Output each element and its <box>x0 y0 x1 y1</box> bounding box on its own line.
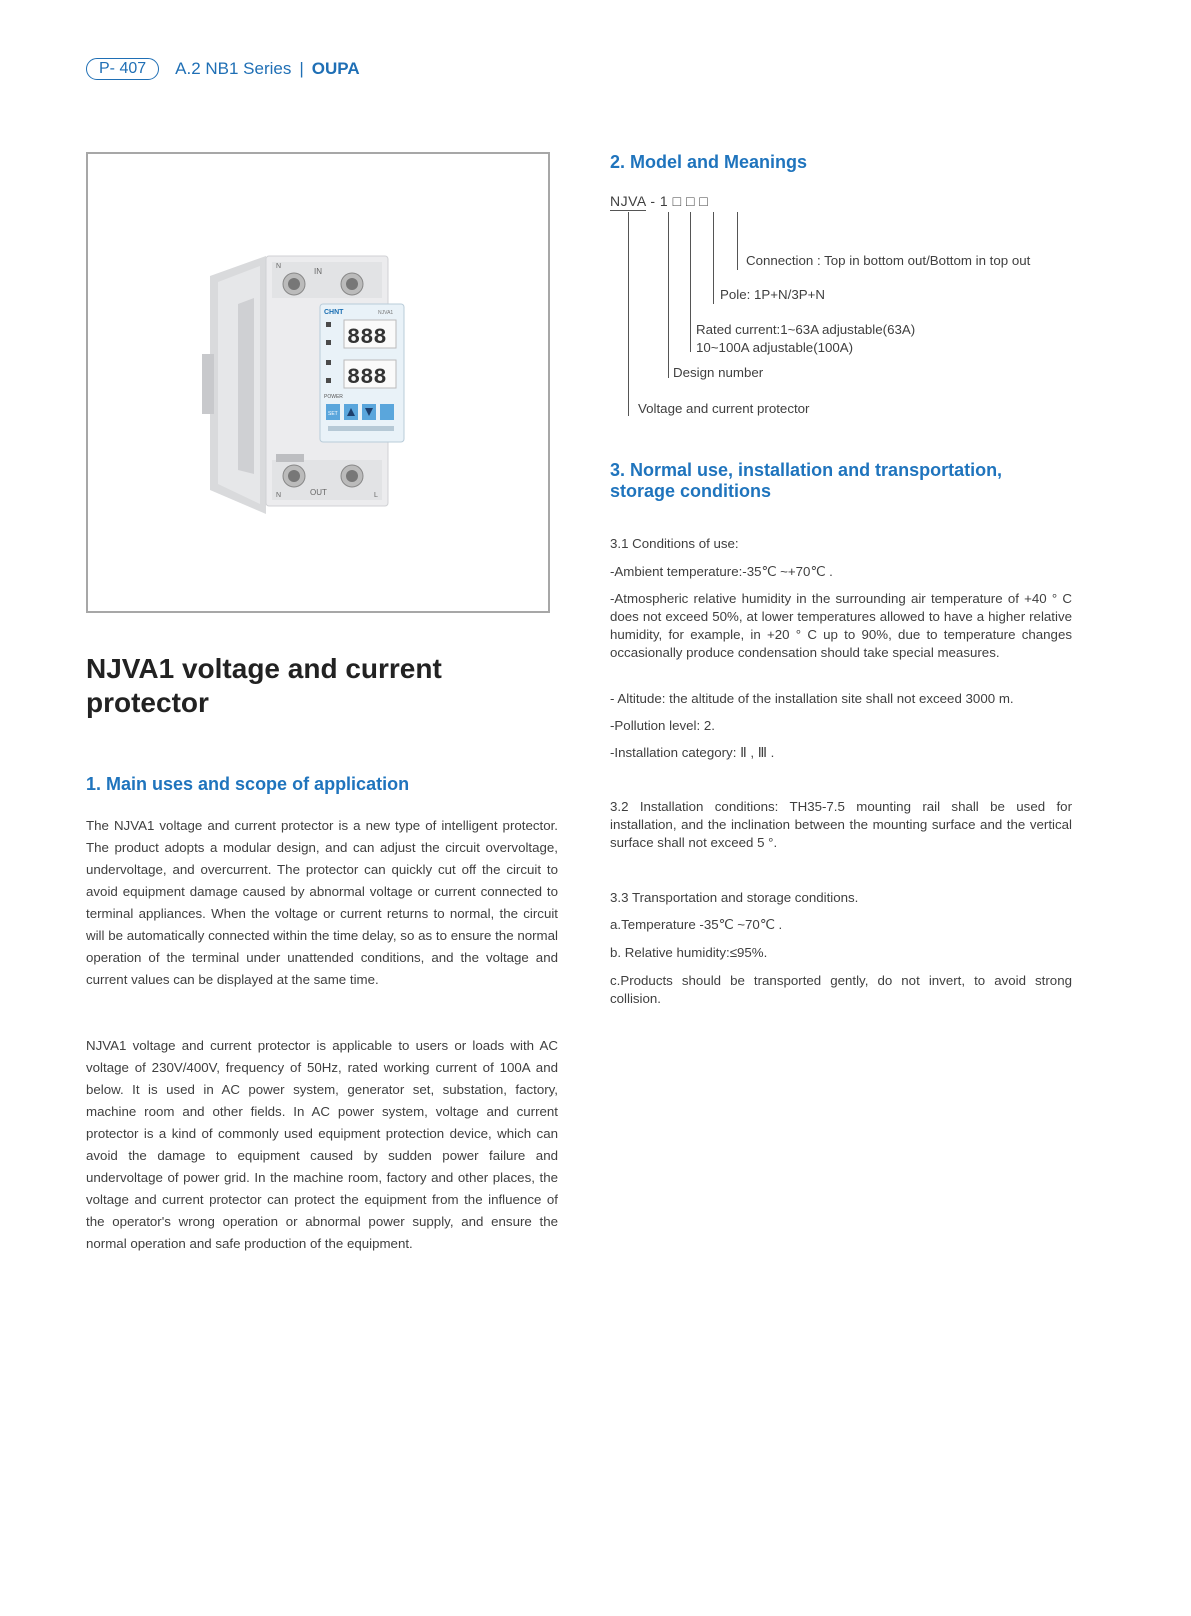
model-item-pole: Pole: 1P+N/3P+N <box>720 287 825 302</box>
condition-installation-category: -Installation category: Ⅱ , Ⅲ . <box>610 745 775 760</box>
section3-heading: 3. Normal use, installation and transportation, storage conditions <box>610 460 1003 501</box>
product-title: NJVA1 voltage and current protector <box>86 653 442 718</box>
installation-conditions: 3.2 Installation conditions: TH35-7.5 mounting rail shall be used for installation, and the inclination between the mounting surface and the vertical surface shall not exceed 5 °. <box>610 799 1072 850</box>
section1-paragraph-1: The NJVA1 voltage and current protector is a new type of intelligent protector. The product adopts a modular design, and can adjust the circuit overvoltage, undervoltage, and overcurrent. The protector can quickly cut off the circuit to avoid equipment damage caused by abnormal voltage or current connected to terminal appliances. When the voltage or current returns to normal, the circuit will be automatically connected within the time delay, so as to ensure the normal operation of the terminal under unattended conditions, and the voltage and current values can be displayed at the same time. <box>86 818 558 987</box>
n-label-bottom: N <box>276 492 282 499</box>
in-label: IN <box>314 267 322 276</box>
model-item-connection: Connection : Top in bottom out/Bottom in top out <box>746 253 1031 268</box>
display-bottom: 888 <box>347 365 387 390</box>
condition-pollution: -Pollution level: 2. <box>610 718 715 733</box>
model-item-rated-current-2: 10~100A adjustable(100A) <box>696 340 854 355</box>
section1-paragraph-2: NJVA1 voltage and current protector is applicable to users or loads with AC voltage of 230V/400V, frequency of 50Hz, rated working current of 100A and below. It is used in AC power system, generator set, substation, factory, machine room and other fields. In AC power system, voltage and current protector is a kind of commonly used equipment protection device, which can avoid the damage to equipment caused by sudden power failure and undervoltage of power grid. In the machine room, factory and other places, the voltage and current protector can protect the equipment from the influence of the operator's wrong operation or abnormal power supply, and ensure the normal operation and safe production of the equipment. <box>86 1038 558 1251</box>
model-item-rated-current: Rated current:1~63A adjustable(63A) <box>696 322 916 337</box>
product-photo <box>86 152 550 613</box>
page-header <box>86 58 360 80</box>
condition-humidity: -Atmospheric relative humidity in the surrounding air temperature of +40 ° C does not exceed 50%, at lower temperatures allowed to have a higher relative humidity, for example, in +20 ° C up to 90%, due to temperature changes occasionally produce condensation should take special measures. <box>610 591 1072 660</box>
series-label: A.2 NB1 Series <box>175 59 292 78</box>
l-label: L <box>374 492 378 499</box>
n-label-top: N <box>276 263 282 270</box>
transport-humidity: b. Relative humidity:≤95%. <box>610 945 768 960</box>
transport-handling: c.Products should be transported gently, do not invert, to avoid strong collision. <box>610 973 1072 1006</box>
brand-label: OUPA <box>311 59 360 78</box>
transport-temperature: a.Temperature -35℃ ~70℃ . <box>610 917 783 932</box>
section1-heading: 1. Main uses and scope of application <box>86 774 410 794</box>
condition-ambient-temperature: -Ambient temperature:-35℃ ~+70℃ . <box>610 564 833 579</box>
out-label: OUT <box>310 488 327 497</box>
display-top: 888 <box>347 325 387 350</box>
condition-altitude: - Altitude: the altitude of the installation site shall not exceed 3000 m. <box>610 691 1014 706</box>
page-number: P- 407 <box>86 58 159 80</box>
section2-heading: 2. Model and Meanings <box>610 152 808 172</box>
power-label: POWER <box>324 394 343 400</box>
panel-model: NJVA1 <box>378 310 394 316</box>
model-code: NJVA - 1 □ □ □ <box>610 193 709 209</box>
conditions-of-use-title: 3.1 Conditions of use: <box>610 536 739 551</box>
set-key: SET <box>328 411 338 417</box>
transport-storage-title: 3.3 Transportation and storage conditions. <box>610 890 859 905</box>
model-item-product-type: Voltage and current protector <box>638 401 810 416</box>
model-item-design-number: Design number <box>673 365 764 380</box>
panel-brand: CHNT <box>324 309 344 316</box>
header-separator: | <box>299 59 304 78</box>
